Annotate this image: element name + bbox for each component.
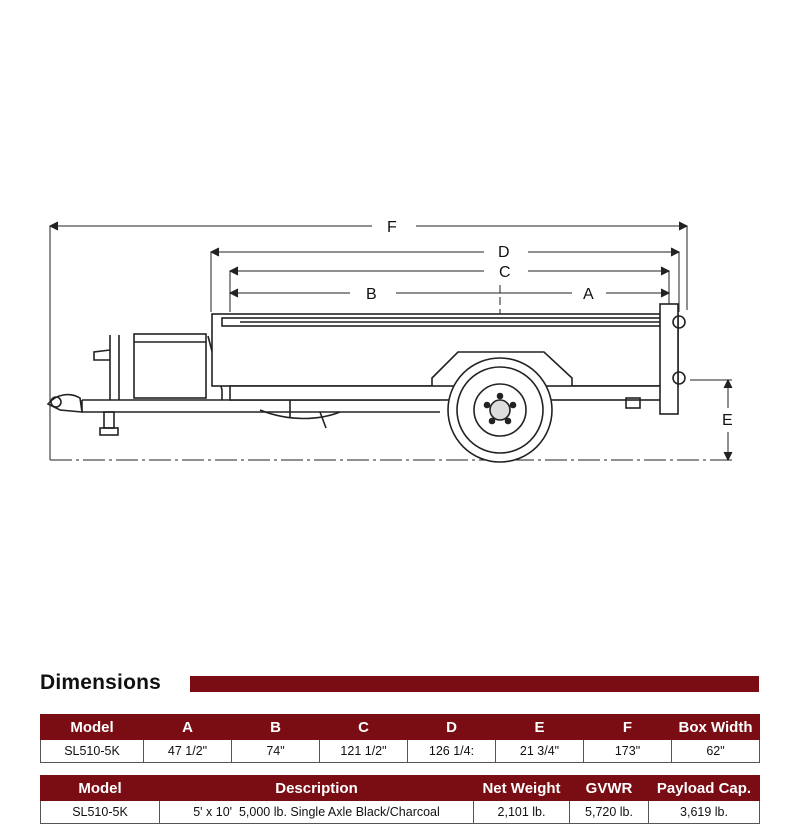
cell-model: SL510-5K <box>41 801 160 824</box>
cell-f: 173" <box>584 740 672 763</box>
dim-label-F: F <box>387 219 397 236</box>
col-header-model: Model <box>41 776 160 801</box>
cell-description: 5' x 10' 5,000 lb. Single Axle Black/Charcoal <box>160 801 474 824</box>
cell-model: SL510-5K <box>41 740 144 763</box>
col-header-d: D <box>408 715 496 740</box>
col-header-payload: Payload Cap. <box>649 776 760 801</box>
cell-net-weight: 2,101 lb. <box>474 801 570 824</box>
col-header-f: F <box>584 715 672 740</box>
cell-e: 21 3/4" <box>496 740 584 763</box>
col-header-box-width: Box Width <box>672 715 760 740</box>
dim-label-B: B <box>366 286 377 303</box>
dimensions-heading: Dimensions <box>40 671 162 694</box>
cell-c: 121 1/2" <box>320 740 408 763</box>
col-header-a: A <box>144 715 232 740</box>
col-header-c: C <box>320 715 408 740</box>
col-header-gvwr: GVWR <box>570 776 649 801</box>
dim-label-D: D <box>498 244 510 261</box>
cell-payload: 3,619 lb. <box>649 801 760 824</box>
dim-label-C: C <box>499 264 511 281</box>
table-row <box>41 801 760 824</box>
cell-a: 47 1/2" <box>144 740 232 763</box>
table-row <box>41 740 760 763</box>
heading-accent-bar <box>190 676 759 692</box>
specifications-table <box>40 775 760 824</box>
cell-box-width: 62" <box>672 740 760 763</box>
col-header-description: Description <box>160 776 474 801</box>
col-header-net-weight: Net Weight <box>474 776 570 801</box>
col-header-model: Model <box>41 715 144 740</box>
table-header-row <box>41 715 760 740</box>
cell-b: 74" <box>232 740 320 763</box>
col-header-b: B <box>232 715 320 740</box>
cell-gvwr: 5,720 lb. <box>570 801 649 824</box>
dim-label-E: E <box>722 412 733 429</box>
cell-d: 126 1/4: <box>408 740 496 763</box>
col-header-e: E <box>496 715 584 740</box>
table-header-row <box>41 776 760 801</box>
dim-label-A: A <box>583 286 594 303</box>
dimensions-table <box>40 714 760 763</box>
